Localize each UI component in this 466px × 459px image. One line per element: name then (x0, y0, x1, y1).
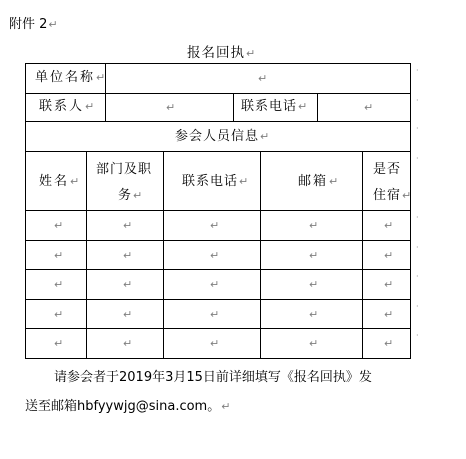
table-rule (163, 151, 164, 359)
column-header-email: 邮箱↵ (298, 174, 341, 189)
table-rule (260, 151, 261, 359)
table-border-left (25, 63, 26, 359)
end-of-row-mark: · (416, 213, 419, 222)
table-border-bottom (25, 358, 411, 359)
table-row-5-phone[interactable]: ↵ (210, 337, 220, 350)
paragraph-mark-icon: ↵ (221, 400, 231, 413)
paragraph-mark-icon: ↵ (246, 47, 257, 60)
table-border-right (410, 63, 411, 359)
table-row-1-dept[interactable]: ↵ (123, 219, 133, 232)
note-line-1: 请参会者于2019年3月15日前详细填写《报名回执》发 (54, 370, 372, 385)
column-header-name: 姓名↵ (39, 174, 82, 189)
table-row-3-dept[interactable]: ↵ (123, 278, 133, 291)
table-row-2-name[interactable]: ↵ (54, 249, 64, 262)
paragraph-mark-icon: ↵ (239, 175, 250, 188)
table-row-5-lodging[interactable]: ↵ (384, 337, 394, 350)
table-border-top (25, 63, 411, 64)
table-row-5-dept[interactable]: ↵ (123, 337, 133, 350)
page-title: 报名回执↵ (187, 45, 257, 61)
end-of-row-mark: · (416, 66, 419, 75)
table-row-4-name[interactable]: ↵ (54, 308, 64, 321)
table-row-5-email[interactable]: ↵ (309, 337, 319, 350)
table-row-1-name[interactable]: ↵ (54, 219, 64, 232)
paragraph-mark-icon: ↵ (402, 189, 413, 202)
table-row-3-lodging[interactable]: ↵ (384, 278, 394, 291)
contact-label: 联系人↵ (39, 99, 97, 114)
attachment-label: 附件 2↵ (9, 17, 58, 32)
table-row-2-lodging[interactable]: ↵ (384, 249, 394, 262)
paragraph-mark-icon: ↵ (260, 130, 271, 143)
table-rule (25, 210, 411, 211)
note-line-2: 送至邮箱hbfyywjg@sina.com。↵ (25, 399, 231, 414)
table-row-3-name[interactable]: ↵ (54, 278, 64, 291)
table-rule (105, 93, 106, 122)
end-of-row-mark: · (416, 302, 419, 311)
column-header-phone: 联系电话↵ (182, 174, 250, 189)
end-of-row-mark: · (416, 272, 419, 281)
paragraph-mark-icon: ↵ (96, 71, 108, 84)
table-rule (25, 121, 411, 122)
table-row-1-lodging[interactable]: ↵ (384, 219, 394, 232)
end-of-row-mark: · (416, 331, 419, 340)
column-header-lodging: 是否 住宿↵ (373, 162, 413, 203)
table-rule (25, 328, 411, 329)
table-row-4-dept[interactable]: ↵ (123, 308, 133, 321)
end-of-row-mark: · (416, 154, 419, 163)
table-row-2-email[interactable]: ↵ (309, 249, 319, 262)
column-header-dept: 部门及职 务↵ (96, 162, 153, 203)
paragraph-mark-icon: ↵ (70, 175, 82, 188)
unit-name-label: 单位名称↵ (35, 70, 108, 85)
table-row-4-phone[interactable]: ↵ (210, 308, 220, 321)
paragraph-mark-icon: ↵ (85, 100, 97, 113)
phone-field[interactable]: ↵ (364, 101, 374, 114)
end-of-row-mark: · (416, 243, 419, 252)
paragraph-mark-icon: ↵ (48, 18, 58, 31)
table-row-5-name[interactable]: ↵ (54, 337, 64, 350)
table-rule (25, 93, 411, 94)
table-rule (317, 93, 318, 122)
table-rule (25, 299, 411, 300)
table-row-4-lodging[interactable]: ↵ (384, 308, 394, 321)
table-row-1-email[interactable]: ↵ (309, 219, 319, 232)
end-of-row-mark: · (416, 96, 419, 105)
table-rule (362, 151, 363, 359)
table-row-3-email[interactable]: ↵ (309, 278, 319, 291)
unit-name-field[interactable]: ↵ (258, 72, 268, 85)
end-of-row-mark: · (416, 124, 419, 133)
table-row-2-dept[interactable]: ↵ (123, 249, 133, 262)
table-row-2-phone[interactable]: ↵ (210, 249, 220, 262)
paragraph-mark-icon: ↵ (298, 100, 309, 113)
table-row-1-phone[interactable]: ↵ (210, 219, 220, 232)
table-row-3-phone[interactable]: ↵ (210, 278, 220, 291)
table-rule (25, 151, 411, 152)
table-rule (25, 240, 411, 241)
section-header: 参会人员信息↵ (175, 129, 271, 144)
table-row-4-email[interactable]: ↵ (309, 308, 319, 321)
phone-label: 联系电话↵ (241, 99, 309, 114)
table-rule (233, 93, 234, 122)
paragraph-mark-icon: ↵ (329, 175, 341, 188)
contact-field[interactable]: ↵ (166, 101, 176, 114)
table-rule (25, 269, 411, 270)
table-rule (86, 151, 87, 359)
paragraph-mark-icon: ↵ (133, 189, 144, 202)
